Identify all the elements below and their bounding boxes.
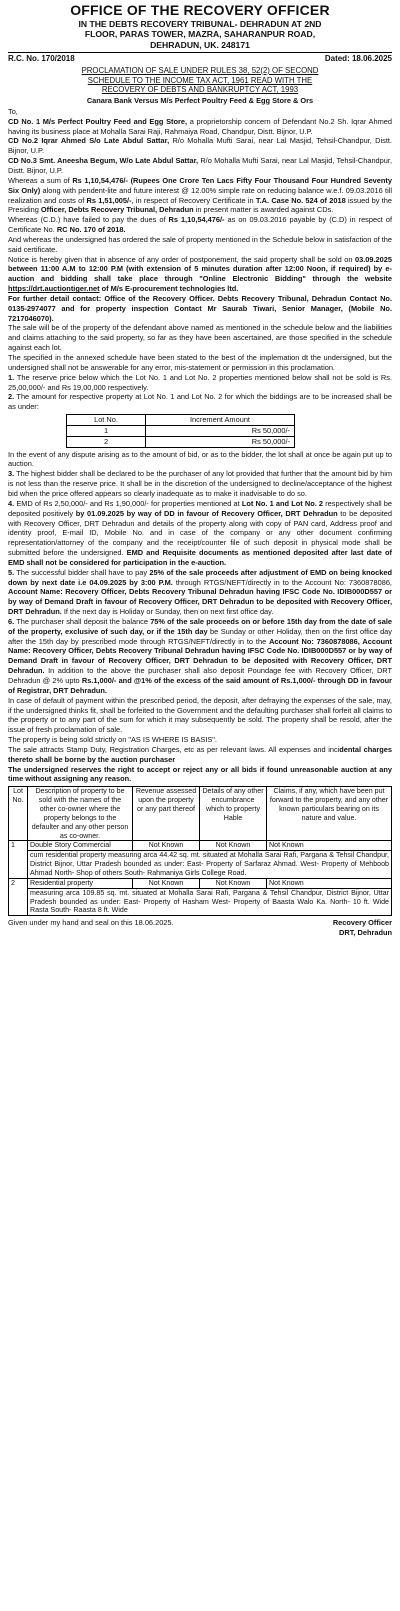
table-row [9,888,392,916]
rc-number: R.C. No. 170/2018 [8,54,75,64]
text: The highest bidder shall be declared to be the purchaser of any lot provided that further that the amount bid by him is not less than the reserve price. It shall be in the discretion of the undersigned to decline/acceptance of the highest bid when the price offered appears so clearly inadequate as to make it inadvisable to do so. [8,469,392,498]
table-row [9,878,392,888]
cd3-paragraph [8,156,392,176]
clause-number: 5. [8,567,15,577]
schedule-table [8,786,392,916]
text: The amount for respective property at Lot No. 1 and Lot No. 2 for which the biddings are to be increased shall be as under: [8,392,392,412]
clause-1-reserve-price [8,373,392,393]
increment-table [66,414,295,448]
office-address-line-1: IN THE DEBTS RECOVERY TRIBUNAL- DEHRADUN AT 2ND [78,18,322,29]
stamp-duty-paragraph [8,745,392,765]
property-description: cum residential property measuring arca 44.42 sq. mt. situated at Mohalla Sarai Rafi, Pargana & Tehsil Chandpur, District Bijnor, Uttar Pradesh bounded as under: East- Property of Sarfaraz Ahmad. West- Property of Mehboob Ahmad North- Shop of others South- Rahmaniya Girls College Road. [28,851,392,879]
specified-schedule-paragraph: The specified in the annexed schedule have been stated to the best of the implemation dt the undersigned, but the undersigned shall not be answerable for any error, mis-statement or permission in this proclamation. [8,353,392,372]
text: issued by the Presiding [8,195,392,215]
cd2-address: R/o Mohalla Mufti Sarai, near Lal Masjid, Tehsil-Chandpur, Distt. Bijnor, U.P. [8,136,392,156]
and-whereas-paragraph: And whereas the undersigned has ordered the sale of property mentioned in the Schedule below in satisfaction of the said certificate. [8,234,392,254]
account-details: Account No: 7360878086, Account Name: Recovery Officer, Debts Recovery Tribunal Dehradun having IFSC Code No. IDIB000D557 or by way of Demand Draft in favour of Recovery Officer, DRT Dehradun to be deposited with Recovery Officer, DRT Dehradun. [8,636,392,676]
account-details: Account Name: Recovery Officer, Debts Recovery Tribunal Dehradun having IFSC Code No. IDIB000D557 or by way of Demand Draft in favour of Recovery Officer, DRT Dehradun to be deposited with Recovery Officer, DRT Dehradun. [8,587,392,617]
lot-number-cell: 2 [67,436,146,447]
cd1-name: CD No. 1 M/s Perfect Poultry Feed and Egg Store, [8,116,188,126]
auction-datetime: 03.09.2025 between 11:00 A.M to 12:00 P.M (with extension of 5 minutes duration after 12:00 Noon, if required) by e-auction and bidding shall take place through "Online Electronic Bidding" through the website [8,254,392,284]
proclamation-line-1: PROCLAMATION OF SALE UNDER RULES 38, 52(2) OF SECOND [81,65,319,75]
as-is-paragraph: The property is being sold strictly on "AS IS WHERE IS BASIS". [8,735,217,745]
signatory-office: DRT, Dehradun [339,928,392,938]
header-lot-no: Lot No. [9,787,28,841]
clause-3-highest-bidder [8,469,392,499]
clause-number: 6. [8,616,15,626]
payment-25-percent: 25% of the sale proceeds after adjustment of EMD on being knocked down by next date i.e 04.09.2025 by 3:00 P.M. [8,567,392,587]
header-lot-no: Lot No. [67,415,146,426]
office-address [8,19,392,50]
due-amount: Rs 1,10,54,476/- (Rupees One Crore Ten Lacs Fifty Four Thousand Four Hundred Seventy Six Only) [8,175,392,195]
text: as on 09.03.2016 payable by (C.D) in respect of Certificate No. [8,215,393,235]
clause-6-balance [8,617,392,696]
encumbrance-value: Not Known [200,878,267,888]
property-description: measuring arca 109.85 sq. mt. situated at Mohalla Sarai Rafi, Pargana & Tehsil Chandpur, District Bijnor, Uttar Pradesh bounded as under: East- Property of Hasham West- Property of Baasta Walo Ka. North- 10 ft. Wide Rasta South- Raasta 8 ft. Wide [28,888,392,916]
text: to be deposited with Recovery Officer, DRT Dehradun and details of the property along with copy of PAN card, Address proof and identity proof, E-mail ID, Mobile No. and in case of the company or any other document confirming representation/attorney of the company and the receipt/counter file of such deposit in physical mode shall be submitted before the undersigned. [8,508,392,558]
auction-website-link[interactable]: https://drt.auctiontiger.net [8,284,100,294]
default-paragraph: In case of default of payment within the prescribed period, the deposit, after defraying the expenses of the sale, may, if the undersigned thinks fit, shall be forfeited to the Government and the defaulting purchaser shall forfeit all claims to the property or to any part of the sum for which it may subsequently be sold. The property shall be resold, after the issue of fresh proclamation of sale. [8,695,392,735]
cd3-address: R/o Mohalla Mufti Sarai, near Lal Masjid, Tehsil-Chandpur, Distt. Bijnor, U.P. [8,156,392,175]
issuing-officer: Officer, Debts Recovery Tribunal, Dehradun [40,205,194,215]
clause-number: 4. [8,498,15,508]
clause-number: 1. [8,372,15,382]
text: along with pendent-lite and future interest @ 12.00% simple rate on reducing balance w.e.f. 09.03.2016 till realization and costs of [8,185,392,205]
property-type: Double Story Commercial [28,841,133,851]
schedule-header [9,787,392,841]
proclamation-line-3: RECOVERY OF DEBTS AND BANKRUPTCY ACT, 1993 [101,85,299,95]
revenue-value: Not Known [133,878,200,888]
header-description: Description of property to be sold with the names of the other co-owner where the property belongs to the defaulter and any other person as co-owner. [28,787,133,841]
clause-number: 2. [8,392,15,402]
notice-date: Dated: 18.06.2025 [324,54,392,64]
charges-borne: dental charges thereto shall be borne by the auction purchaser [8,744,393,764]
clause-5-payment [8,568,392,617]
case-subject: Canara Bank Versus M/s Perfect Poultry Feed & Egg Store & Ors [86,96,314,106]
header-increment-amount: Increment Amount [146,415,295,426]
text: The successful bidder shall have to pay [14,567,150,577]
table-row [9,841,392,851]
encumbrance-value: Not Known [200,841,267,851]
header-revenue: Revenue assessed upon the property or any part thereof [133,787,200,841]
failed-amount: Rs 1,10,54,476/- [168,215,225,225]
table-row [9,851,392,879]
text: , in respect of Recovery Certificate in [131,195,256,205]
auction-provider: of M/s E-procurement technologies ltd. [99,284,239,294]
lots: Lot No. 1 and Lot No. 2 [241,498,324,508]
signature-block [333,918,392,938]
office-address-line-2: FLOOR, PARAS TOWER, MAZRA, SAHARANPUR ROAD, [84,29,316,40]
text: Whereas a sum of [8,175,73,185]
emd-warning: EMD and Requisite documents as mentioned deposited after last date of EMD shall not be considered for participation in the e-auction. [8,548,392,567]
lot-number: 2 [9,878,28,915]
reserve-right-paragraph: The undersigned reserves the right to accept or reject any or all bids if found unreasonable auction at any time without assigning any reason. [8,764,392,784]
claims-value: Not Known [267,878,392,888]
table-row [67,425,295,436]
lot-number: 1 [9,841,28,878]
cd1-address: a proprietorship concern of Defendant No.2 Sh. Iqrar Ahmed having its business place at Mohalla Sarai Raji, Rahmaiya Road, Chandpur, Distt. Bijnor, U.P. [8,116,392,136]
text: Whereas (C.D.) have failed to pay the dues of [8,215,169,225]
clause-number: 3. [8,469,15,479]
cd1-paragraph [8,117,392,137]
text: through RTGS/NEFT/directly in to the Account No: 7360878086, [172,577,392,587]
whereas-dues-paragraph [8,176,392,215]
notice-footer [8,918,392,938]
proclamation-line-2: SCHEDULE TO THE INCOME TAX ACT, 1961 READ WITH THE [87,75,313,85]
text: in present matter is awarded against CDs. [193,205,334,215]
clause-2-increment [8,392,392,412]
contact-detail-paragraph: For further detail contact: Office of the Recovery Officer. Debts Recovery Tribunal, Dehradun Contact No. 0135-2974077 and for property inspection Contact Mr Saurab Tiwari, Senior Manager, (Mobile No. 7217046070). [8,293,392,323]
text: The sale attracts Stamp Duty, Registration Charges, etc as per relevant laws. All expenses and inci [8,744,340,754]
cd2-paragraph [8,136,392,156]
table-row [67,436,295,447]
balance-75-percent: 75% of the sale proceeds on or before 15th day from the date of sale of the property, exclusive of such day, or if the 15th day [8,616,392,636]
text: In addition to the above the purchaser shall also deposit Poundage fee with Recovery Officer, DRT Dehradun @ 2% upto [8,666,392,686]
revenue-value: Not Known [133,841,200,851]
sale-liabilities-paragraph: The sale will be of the property of the defendant above named as mentioned in the schedule below and the liabilities and claims attaching to the said property, so far as they have been ascertained, are those specified in the schedule against each lot. [8,323,392,353]
cd3-name: CD No.3 Smt. Aneesha Begum, W/o Late Abdul Sattar, [8,156,199,166]
claims-value: Not Known [267,841,392,851]
ta-case-number: T.A. Case No. 524 of 2018 [255,195,346,205]
reference-line [8,52,392,65]
text: Notice is hereby given that in absence of any order of postponement, the said property shall be sold on [8,254,355,264]
text: The purchaser shall deposit the balance [14,616,151,626]
property-type: Residential property [28,878,133,888]
recovery-notice [8,2,392,938]
header-claims: Claims, if any, which have been put forward to the property, and any other known particulars bearing on its nature and value. [267,787,392,841]
rc-certificate: RC No. 170 of 2018. [56,225,126,235]
lot-number-cell: 1 [67,425,146,436]
text: The reserve price below which the Lot No. 1 and Lot No. 2 properties mentioned below shall not be sold is Rs. 25,00,000/- and Rs 19,00,000 respectively. [8,372,392,392]
cd2-name: CD No.2 Iqrar Ahmed S/o Late Abdul Sattar, [8,136,170,146]
text: respectively shall be deposited positively [8,498,392,518]
addressee-to: To, [8,106,18,116]
clause-4-emd [8,499,392,568]
given-under-hand: Given under my hand and seal on this 18.06.2025. [8,918,174,928]
office-address-line-3: DEHRADUN, UK. 248171 [150,39,250,50]
header-encumbrance: Details of any other encumbrance which to property Hable [200,787,267,841]
text: If the next day is Holiday or Sunday, then on next first office day. [61,607,274,617]
text: be Sunday or other Holiday, then on the first office day after the 15th day by prescribed mode through RTGS/NEFT/directly in to the [8,626,392,646]
poundage-fee: Rs.1,000/- and @1% of the excess of the said amount of Rs.1,000/- through DD in favour of Registrar, DRT Dehradun. [8,676,392,695]
proclamation-heading [8,66,392,95]
office-title: OFFICE OF THE RECOVERY OFFICER [70,2,330,18]
auction-notice-paragraph [8,255,392,294]
increment-amount-cell: Rs 50,000/- [146,425,295,436]
increment-table-header [67,415,295,426]
signatory-title: Recovery Officer [332,918,392,928]
emd-deadline: by 01.09.2025 by way of DD in favour of Recovery Officer, DRT Dehradun [75,508,338,518]
costs-amount: Rs 1,51,005/- [86,195,132,205]
increment-amount-cell: Rs 50,000/- [146,436,295,447]
dispute-paragraph: In the event of any dispute arising as to the amount of bid, or as to the bidder, the lot shall at once be again put up to auction. [8,449,392,469]
whereas-failed-paragraph [8,215,392,235]
text: EMD of Rs 2,50,000/- and Rs 1,90,000/- for properties mentioned at [14,498,242,508]
